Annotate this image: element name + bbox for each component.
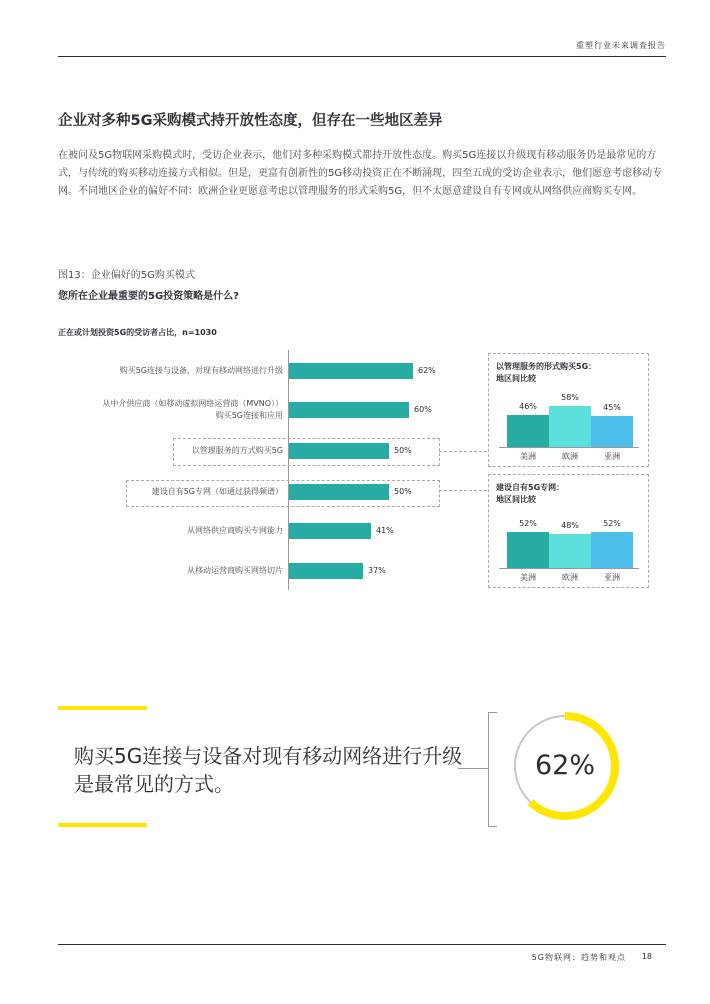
region-label: 美洲 [520, 573, 536, 582]
panel-title: 建设自有5G专网： 地区间比较 [496, 483, 565, 504]
bar [289, 402, 409, 418]
bar [289, 523, 371, 539]
bar-value-label: 50% [394, 487, 412, 496]
regional-panel-private [488, 474, 649, 588]
region-label: 亚洲 [604, 452, 620, 461]
region-value-label: 45% [603, 402, 621, 412]
figure-question: 您所在企业最重要的5G投资策略是什么? [58, 291, 239, 302]
figure-label: 图13：企业偏好的5G购买模式 [58, 270, 195, 281]
region-value-label: 58% [561, 393, 579, 403]
region-bar [507, 415, 549, 447]
header-rule [58, 56, 666, 57]
callout-quote: 购买5G连接与设备对现有移动网络进行升级是最常见的方式。 [74, 744, 463, 796]
region-bar [507, 532, 549, 568]
section-title: 企业对多种5G采购模式持开放性态度，但存在一些地区差异 [58, 113, 443, 129]
bar-value-label: 41% [376, 526, 394, 535]
region-value-label: 46% [519, 401, 537, 411]
category-label: 从网络供应商购买专网能力 [187, 526, 283, 535]
region-value-label: 52% [603, 518, 621, 528]
intro-paragraph: 在被问及5G物联网采购模式时，受访企业表示，他们对多种采购模式都持开放性态度。购买5G连接以升级现有移动服务仍是最常见的方式，与传统的购买移动连接方式相似。但是，更富有创新性的5G移动投资正在不断涌现，四至五成的受访企业表示，他们愿意考虑移动专网。不同地区企业的偏好不同：欧洲企业更愿意考虑以管理服务的形式采购5G，但不太愿意建设自有专网或从网络供应商购买专网。 [58, 150, 663, 197]
region-value-label: 52% [519, 518, 537, 528]
chart-axis [288, 350, 289, 590]
mini-axis [499, 447, 639, 448]
region-label: 欧洲 [562, 452, 578, 461]
report-title: 重塑行业未来调查报告 [576, 41, 666, 50]
category-label: 从中介供应商（如移动虚拟网络运营商（MVNO）） 购买5G连接和应用 [102, 399, 283, 420]
region-bar [549, 406, 591, 447]
footer-report-title: 5G物联网：趋势和观点 [531, 953, 626, 962]
category-label: 购买5G连接与设备，对现有移动网络进行升级 [119, 366, 283, 375]
bracket-line [458, 768, 488, 769]
bracket [488, 712, 497, 827]
category-label: 以管理服务的方式购买5G [191, 446, 283, 455]
bar-value-label: 50% [394, 446, 412, 455]
footer-rule [58, 944, 666, 945]
region-bar [591, 416, 633, 448]
stat-value: 62% [534, 750, 595, 781]
category-label: 从移动运营商购买网络切片 [187, 566, 283, 575]
mini-axis [499, 568, 639, 569]
page-number: 18 [641, 952, 652, 961]
bar [289, 563, 363, 579]
highlight-box-private [126, 480, 440, 507]
region-bar [591, 532, 633, 568]
connector-managed [439, 451, 487, 452]
region-bar [549, 534, 591, 568]
yellow-accent-bottom [58, 823, 147, 827]
region-label: 亚洲 [604, 573, 620, 582]
panel-title: 以管理服务的形式购买5G： 地区间比较 [496, 362, 597, 383]
region-value-label: 48% [561, 521, 579, 531]
region-label: 欧洲 [562, 573, 578, 582]
connector-private [439, 490, 487, 491]
bar [289, 363, 413, 379]
figure-subtitle: 正在或计划投资5G的受访者占比，n=1030 [58, 328, 217, 337]
yellow-accent-top [58, 706, 147, 710]
regional-panel-managed [488, 353, 649, 467]
bar-value-label: 37% [368, 566, 386, 575]
category-label: 建设自有5G专网（如通过获得频谱） [151, 487, 283, 496]
region-label: 美洲 [520, 452, 536, 461]
bar-value-label: 60% [414, 405, 432, 414]
bar-value-label: 62% [418, 366, 436, 375]
highlight-box-managed [173, 438, 440, 466]
